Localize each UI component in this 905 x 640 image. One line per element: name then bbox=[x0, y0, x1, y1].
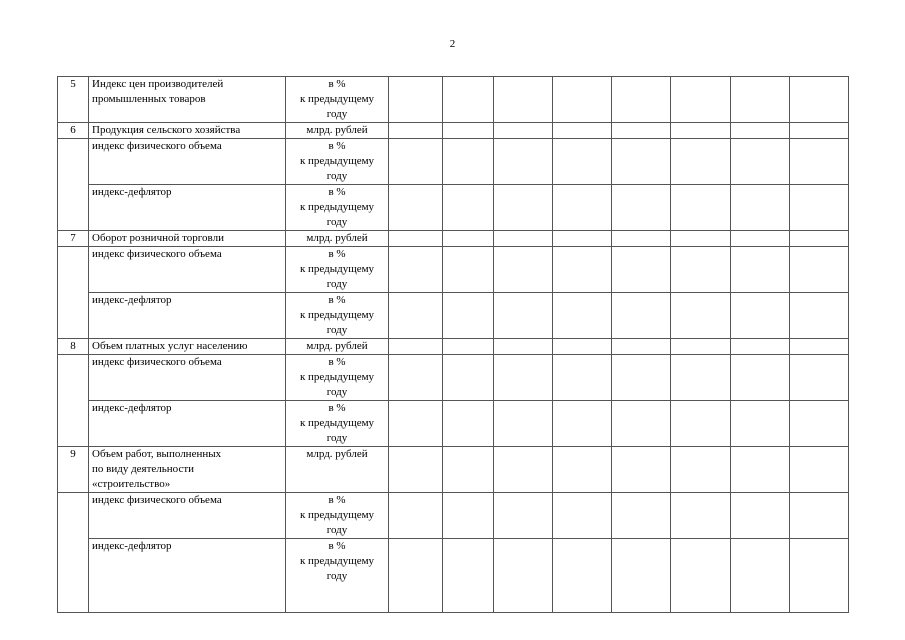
value-cell bbox=[671, 401, 731, 447]
unit-cell: в % к предыдущему году bbox=[286, 185, 389, 231]
indicator-label: Индекс цен производителей промышленных товаров bbox=[89, 77, 286, 123]
value-cell bbox=[612, 539, 671, 613]
value-cell bbox=[389, 247, 443, 293]
row-number: 5 bbox=[58, 77, 89, 123]
unit-cell: в % к предыдущему году bbox=[286, 493, 389, 539]
value-cell bbox=[731, 355, 790, 401]
value-cell bbox=[494, 493, 553, 539]
indicator-label: индекс физического объема bbox=[89, 493, 286, 539]
value-cell bbox=[790, 293, 849, 339]
value-cell bbox=[443, 539, 494, 613]
row-number: 8 bbox=[58, 339, 89, 355]
value-cell bbox=[389, 185, 443, 231]
row-number: 6 bbox=[58, 123, 89, 139]
value-cell bbox=[494, 123, 553, 139]
value-cell bbox=[553, 447, 612, 493]
value-cell bbox=[553, 185, 612, 231]
value-cell bbox=[790, 231, 849, 247]
value-cell bbox=[494, 401, 553, 447]
table-row bbox=[58, 355, 849, 401]
table-row bbox=[58, 339, 849, 355]
unit-cell: млрд. рублей bbox=[286, 123, 389, 139]
value-cell bbox=[553, 247, 612, 293]
value-cell bbox=[553, 401, 612, 447]
value-cell bbox=[612, 139, 671, 185]
value-cell bbox=[671, 339, 731, 355]
value-cell bbox=[553, 539, 612, 613]
value-cell bbox=[494, 293, 553, 339]
value-cell bbox=[671, 247, 731, 293]
value-cell bbox=[389, 77, 443, 123]
table-row bbox=[58, 401, 849, 447]
value-cell bbox=[553, 355, 612, 401]
value-cell bbox=[389, 355, 443, 401]
value-cell bbox=[790, 355, 849, 401]
value-cell bbox=[731, 231, 790, 247]
row-number bbox=[58, 293, 89, 339]
value-cell bbox=[553, 493, 612, 539]
unit-cell: млрд. рублей bbox=[286, 339, 389, 355]
table-row bbox=[58, 185, 849, 231]
row-number: 7 bbox=[58, 231, 89, 247]
value-cell bbox=[443, 355, 494, 401]
value-cell bbox=[790, 539, 849, 613]
value-cell bbox=[443, 493, 494, 539]
value-cell bbox=[731, 247, 790, 293]
unit-cell: в % к предыдущему году bbox=[286, 247, 389, 293]
table-row bbox=[58, 447, 849, 493]
value-cell bbox=[612, 493, 671, 539]
value-cell bbox=[612, 231, 671, 247]
row-number bbox=[58, 247, 89, 293]
value-cell bbox=[389, 231, 443, 247]
value-cell bbox=[731, 493, 790, 539]
value-cell bbox=[494, 247, 553, 293]
value-cell bbox=[494, 77, 553, 123]
value-cell bbox=[731, 139, 790, 185]
value-cell bbox=[731, 401, 790, 447]
value-cell bbox=[443, 293, 494, 339]
value-cell bbox=[671, 139, 731, 185]
value-cell bbox=[553, 231, 612, 247]
value-cell bbox=[671, 123, 731, 139]
indicator-label: индекс-дефлятор bbox=[89, 401, 286, 447]
table-row bbox=[58, 123, 849, 139]
value-cell bbox=[553, 339, 612, 355]
value-cell bbox=[443, 401, 494, 447]
row-number bbox=[58, 493, 89, 539]
row-number bbox=[58, 401, 89, 447]
indicator-label: индекс-дефлятор bbox=[89, 293, 286, 339]
indicator-label: индекс-дефлятор bbox=[89, 539, 286, 613]
value-cell bbox=[612, 185, 671, 231]
value-cell bbox=[612, 293, 671, 339]
indicator-label: индекс физического объема bbox=[89, 355, 286, 401]
unit-cell: в % к предыдущему году bbox=[286, 139, 389, 185]
row-number bbox=[58, 539, 89, 613]
indicator-label: Объем работ, выполненных по виду деятельности «строительство» bbox=[89, 447, 286, 493]
value-cell bbox=[389, 139, 443, 185]
value-cell bbox=[731, 77, 790, 123]
value-cell bbox=[443, 231, 494, 247]
value-cell bbox=[790, 401, 849, 447]
value-cell bbox=[790, 493, 849, 539]
row-number: 9 bbox=[58, 447, 89, 493]
value-cell bbox=[443, 77, 494, 123]
value-cell bbox=[443, 247, 494, 293]
indicator-label: индекс физического объема bbox=[89, 139, 286, 185]
table-row bbox=[58, 539, 849, 613]
value-cell bbox=[553, 77, 612, 123]
indicator-table bbox=[57, 76, 849, 613]
value-cell bbox=[443, 123, 494, 139]
value-cell bbox=[612, 77, 671, 123]
value-cell bbox=[612, 247, 671, 293]
table-row bbox=[58, 247, 849, 293]
unit-cell: в % к предыдущему году bbox=[286, 77, 389, 123]
value-cell bbox=[731, 447, 790, 493]
value-cell bbox=[790, 247, 849, 293]
unit-cell: млрд. рублей bbox=[286, 447, 389, 493]
value-cell bbox=[790, 447, 849, 493]
value-cell bbox=[443, 139, 494, 185]
value-cell bbox=[790, 139, 849, 185]
table-row bbox=[58, 231, 849, 247]
value-cell bbox=[790, 185, 849, 231]
indicator-label: Продукция сельского хозяйства bbox=[89, 123, 286, 139]
value-cell bbox=[494, 139, 553, 185]
table-body bbox=[58, 77, 849, 613]
value-cell bbox=[494, 447, 553, 493]
value-cell bbox=[671, 185, 731, 231]
value-cell bbox=[494, 185, 553, 231]
value-cell bbox=[389, 493, 443, 539]
table-row bbox=[58, 77, 849, 123]
value-cell bbox=[671, 231, 731, 247]
value-cell bbox=[443, 447, 494, 493]
value-cell bbox=[612, 447, 671, 493]
value-cell bbox=[389, 539, 443, 613]
value-cell bbox=[389, 293, 443, 339]
indicator-label: Объем платных услуг населению bbox=[89, 339, 286, 355]
value-cell bbox=[443, 339, 494, 355]
row-number bbox=[58, 185, 89, 231]
value-cell bbox=[443, 185, 494, 231]
row-number bbox=[58, 355, 89, 401]
value-cell bbox=[671, 293, 731, 339]
value-cell bbox=[553, 293, 612, 339]
value-cell bbox=[731, 339, 790, 355]
value-cell bbox=[671, 355, 731, 401]
value-cell bbox=[553, 139, 612, 185]
value-cell bbox=[389, 447, 443, 493]
indicator-label: индекс-дефлятор bbox=[89, 185, 286, 231]
value-cell bbox=[612, 123, 671, 139]
indicator-label: Оборот розничной торговли bbox=[89, 231, 286, 247]
value-cell bbox=[389, 401, 443, 447]
table-row bbox=[58, 293, 849, 339]
page-number: 2 bbox=[449, 38, 456, 50]
value-cell bbox=[389, 339, 443, 355]
value-cell bbox=[671, 539, 731, 613]
unit-cell: в % к предыдущему году bbox=[286, 539, 389, 613]
value-cell bbox=[731, 293, 790, 339]
value-cell bbox=[494, 355, 553, 401]
indicator-label: индекс физического объема bbox=[89, 247, 286, 293]
value-cell bbox=[731, 123, 790, 139]
row-number bbox=[58, 139, 89, 185]
value-cell bbox=[389, 123, 443, 139]
table-row bbox=[58, 139, 849, 185]
value-cell bbox=[731, 185, 790, 231]
unit-cell: млрд. рублей bbox=[286, 231, 389, 247]
value-cell bbox=[671, 447, 731, 493]
value-cell bbox=[790, 339, 849, 355]
value-cell bbox=[612, 401, 671, 447]
value-cell bbox=[612, 355, 671, 401]
value-cell bbox=[731, 539, 790, 613]
value-cell bbox=[671, 77, 731, 123]
value-cell bbox=[494, 539, 553, 613]
value-cell bbox=[671, 493, 731, 539]
unit-cell: в % к предыдущему году bbox=[286, 293, 389, 339]
value-cell bbox=[494, 231, 553, 247]
unit-cell: в % к предыдущему году bbox=[286, 401, 389, 447]
value-cell bbox=[553, 123, 612, 139]
value-cell bbox=[494, 339, 553, 355]
unit-cell: в % к предыдущему году bbox=[286, 355, 389, 401]
value-cell bbox=[790, 123, 849, 139]
table-row bbox=[58, 493, 849, 539]
value-cell bbox=[612, 339, 671, 355]
value-cell bbox=[790, 77, 849, 123]
